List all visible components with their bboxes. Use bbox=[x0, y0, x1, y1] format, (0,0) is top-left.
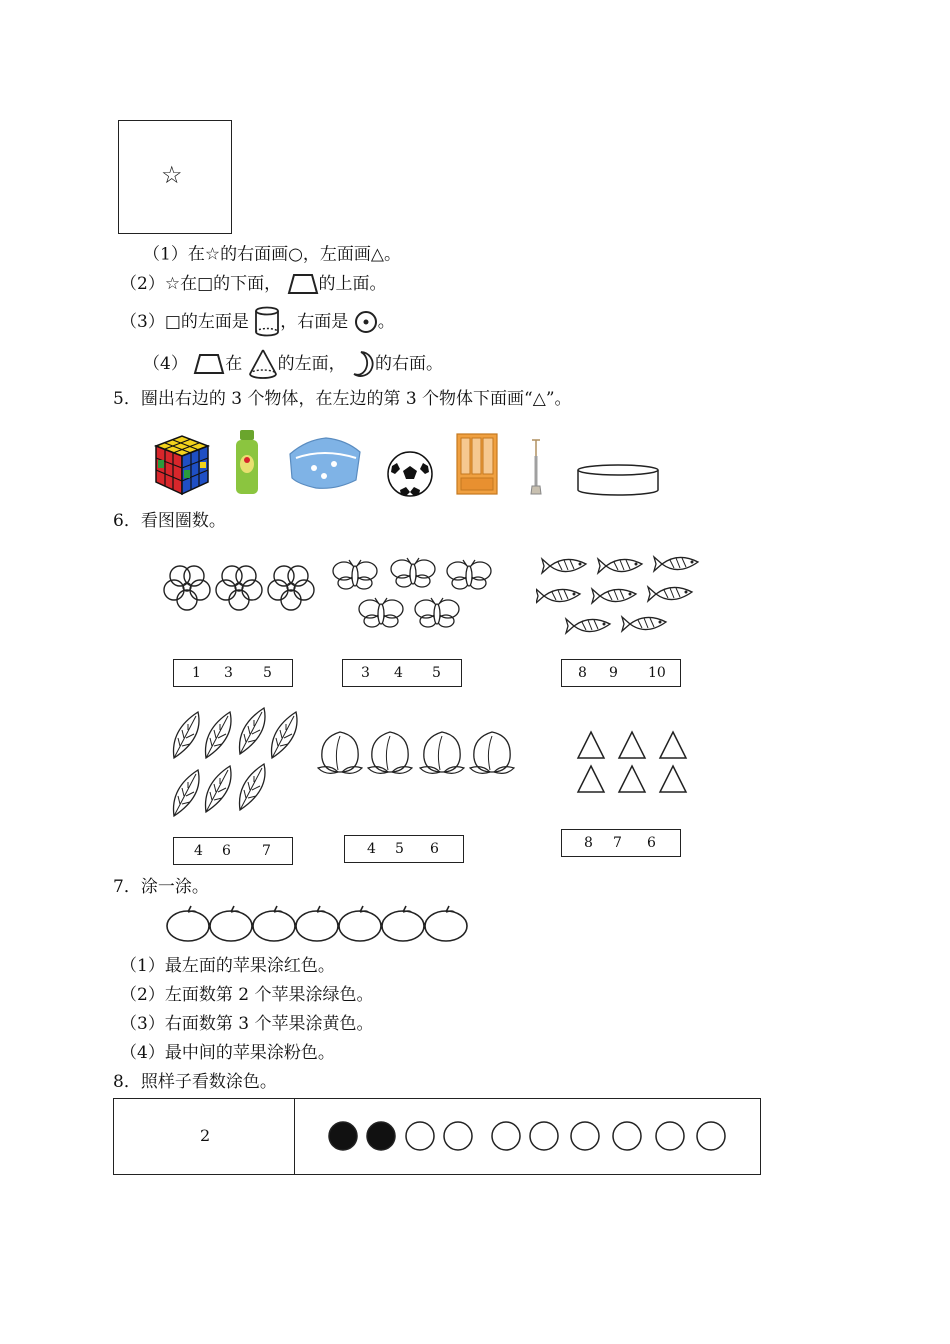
empty-circle[interactable] bbox=[613, 1122, 641, 1150]
trapezoid-icon bbox=[193, 352, 225, 376]
star-symbol: ☆ bbox=[161, 161, 183, 189]
butterfly bbox=[391, 558, 435, 587]
peaches-group bbox=[316, 726, 518, 778]
fish bbox=[592, 589, 636, 603]
fish bbox=[542, 559, 586, 573]
leaf bbox=[174, 770, 200, 816]
q4-line-1: （1）在☆的右面画○，左面画△。 bbox=[143, 244, 401, 265]
towel-image bbox=[286, 434, 364, 492]
apple[interactable] bbox=[167, 906, 209, 941]
q8-title: 8．照样子看数涂色。 bbox=[113, 1072, 277, 1092]
leaf bbox=[240, 764, 266, 810]
apple[interactable] bbox=[253, 906, 295, 941]
leaf bbox=[206, 712, 232, 758]
soccer-ball-image bbox=[386, 450, 434, 498]
triangle bbox=[619, 732, 645, 758]
q7-item-3: （3）右面数第 3 个苹果涂黄色。 bbox=[120, 1014, 374, 1034]
q7-item-2: （2）左面数第 2 个苹果涂绿色。 bbox=[120, 985, 374, 1005]
q8-number-cell bbox=[114, 1099, 295, 1174]
peach bbox=[470, 732, 514, 773]
moon-icon bbox=[351, 350, 375, 378]
triangle bbox=[578, 766, 604, 792]
apple[interactable] bbox=[382, 906, 424, 941]
butterflies-group bbox=[330, 555, 502, 635]
q6-options-peaches[interactable]: 4 5 6 bbox=[344, 835, 464, 863]
trapezoid-icon bbox=[287, 272, 319, 296]
empty-circle[interactable] bbox=[406, 1122, 434, 1150]
filled-circle bbox=[329, 1122, 357, 1150]
fish bbox=[622, 617, 666, 631]
butterfly bbox=[333, 560, 377, 589]
apple[interactable] bbox=[339, 906, 381, 941]
q7-title: 7．涂一涂。 bbox=[113, 877, 209, 897]
empty-circle[interactable] bbox=[571, 1122, 599, 1150]
q4-line-4: （4） 在 的左面， 的右面。 bbox=[143, 348, 443, 380]
q8-circles bbox=[296, 1099, 758, 1174]
apple[interactable] bbox=[210, 906, 252, 941]
rubiks-cube-image bbox=[152, 432, 212, 496]
peach bbox=[368, 732, 412, 773]
thermos-image bbox=[232, 428, 262, 496]
butterfly bbox=[359, 598, 403, 627]
q5-title: 5．圈出右边的 3 个物体，在左边的第 3 个物体下面画“△”。 bbox=[113, 389, 572, 409]
triangle bbox=[660, 732, 686, 758]
leaf bbox=[272, 712, 298, 758]
fish bbox=[598, 559, 642, 573]
sphere-icon bbox=[354, 310, 378, 334]
square-box bbox=[118, 120, 232, 234]
triangle bbox=[619, 766, 645, 792]
empty-circle[interactable] bbox=[697, 1122, 725, 1150]
fish-group bbox=[536, 548, 712, 642]
triangle bbox=[578, 732, 604, 758]
apple[interactable] bbox=[425, 906, 467, 941]
apple[interactable] bbox=[296, 906, 338, 941]
q4-line-2: （2）☆在□的下面， 的上面。 bbox=[120, 274, 387, 294]
fish bbox=[648, 587, 692, 601]
empty-circle[interactable] bbox=[492, 1122, 520, 1150]
leaf bbox=[206, 766, 232, 812]
q7-item-4: （4）最中间的苹果涂粉色。 bbox=[120, 1043, 335, 1063]
peach bbox=[318, 732, 362, 773]
flowers-group bbox=[160, 558, 320, 616]
cylinder-box-image bbox=[576, 462, 660, 498]
leaves-group bbox=[166, 704, 306, 822]
cone-icon bbox=[248, 348, 278, 380]
fish bbox=[566, 619, 610, 633]
fish bbox=[536, 589, 580, 603]
triangle bbox=[660, 766, 686, 792]
filled-circle bbox=[367, 1122, 395, 1150]
q7-item-1: （1）最左面的苹果涂红色。 bbox=[120, 956, 335, 976]
q6-options-butterflies[interactable]: 3 4 5 bbox=[342, 659, 462, 687]
q6-options-triangles[interactable]: 8 7 6 bbox=[561, 829, 681, 857]
q6-options-fish[interactable]: 8 9 10 bbox=[561, 659, 681, 687]
q4-line-3: （3）□的左面是 ，右面是 。 bbox=[120, 306, 395, 338]
apples-row bbox=[164, 904, 470, 944]
lamp-image bbox=[524, 436, 548, 498]
fish bbox=[654, 557, 698, 571]
empty-circle[interactable] bbox=[656, 1122, 684, 1150]
q6-title: 6．看图圈数。 bbox=[113, 511, 226, 531]
empty-circle[interactable] bbox=[444, 1122, 472, 1150]
leaf bbox=[240, 708, 266, 754]
q6-options-leaves[interactable]: 4 6 7 bbox=[173, 837, 293, 865]
q8-table bbox=[113, 1098, 761, 1175]
flower bbox=[164, 566, 210, 610]
empty-circle[interactable] bbox=[530, 1122, 558, 1150]
flower bbox=[216, 566, 262, 610]
flower bbox=[268, 566, 314, 610]
butterfly bbox=[415, 598, 459, 627]
q8-number: 2 bbox=[200, 1126, 211, 1145]
q6-options-flowers[interactable]: 1 3 5 bbox=[173, 659, 293, 687]
butterfly bbox=[447, 560, 491, 589]
cylinder-icon bbox=[254, 306, 280, 338]
triangles-group bbox=[574, 728, 694, 798]
cabinet-image bbox=[455, 432, 499, 496]
leaf bbox=[174, 712, 200, 758]
peach bbox=[420, 732, 464, 773]
